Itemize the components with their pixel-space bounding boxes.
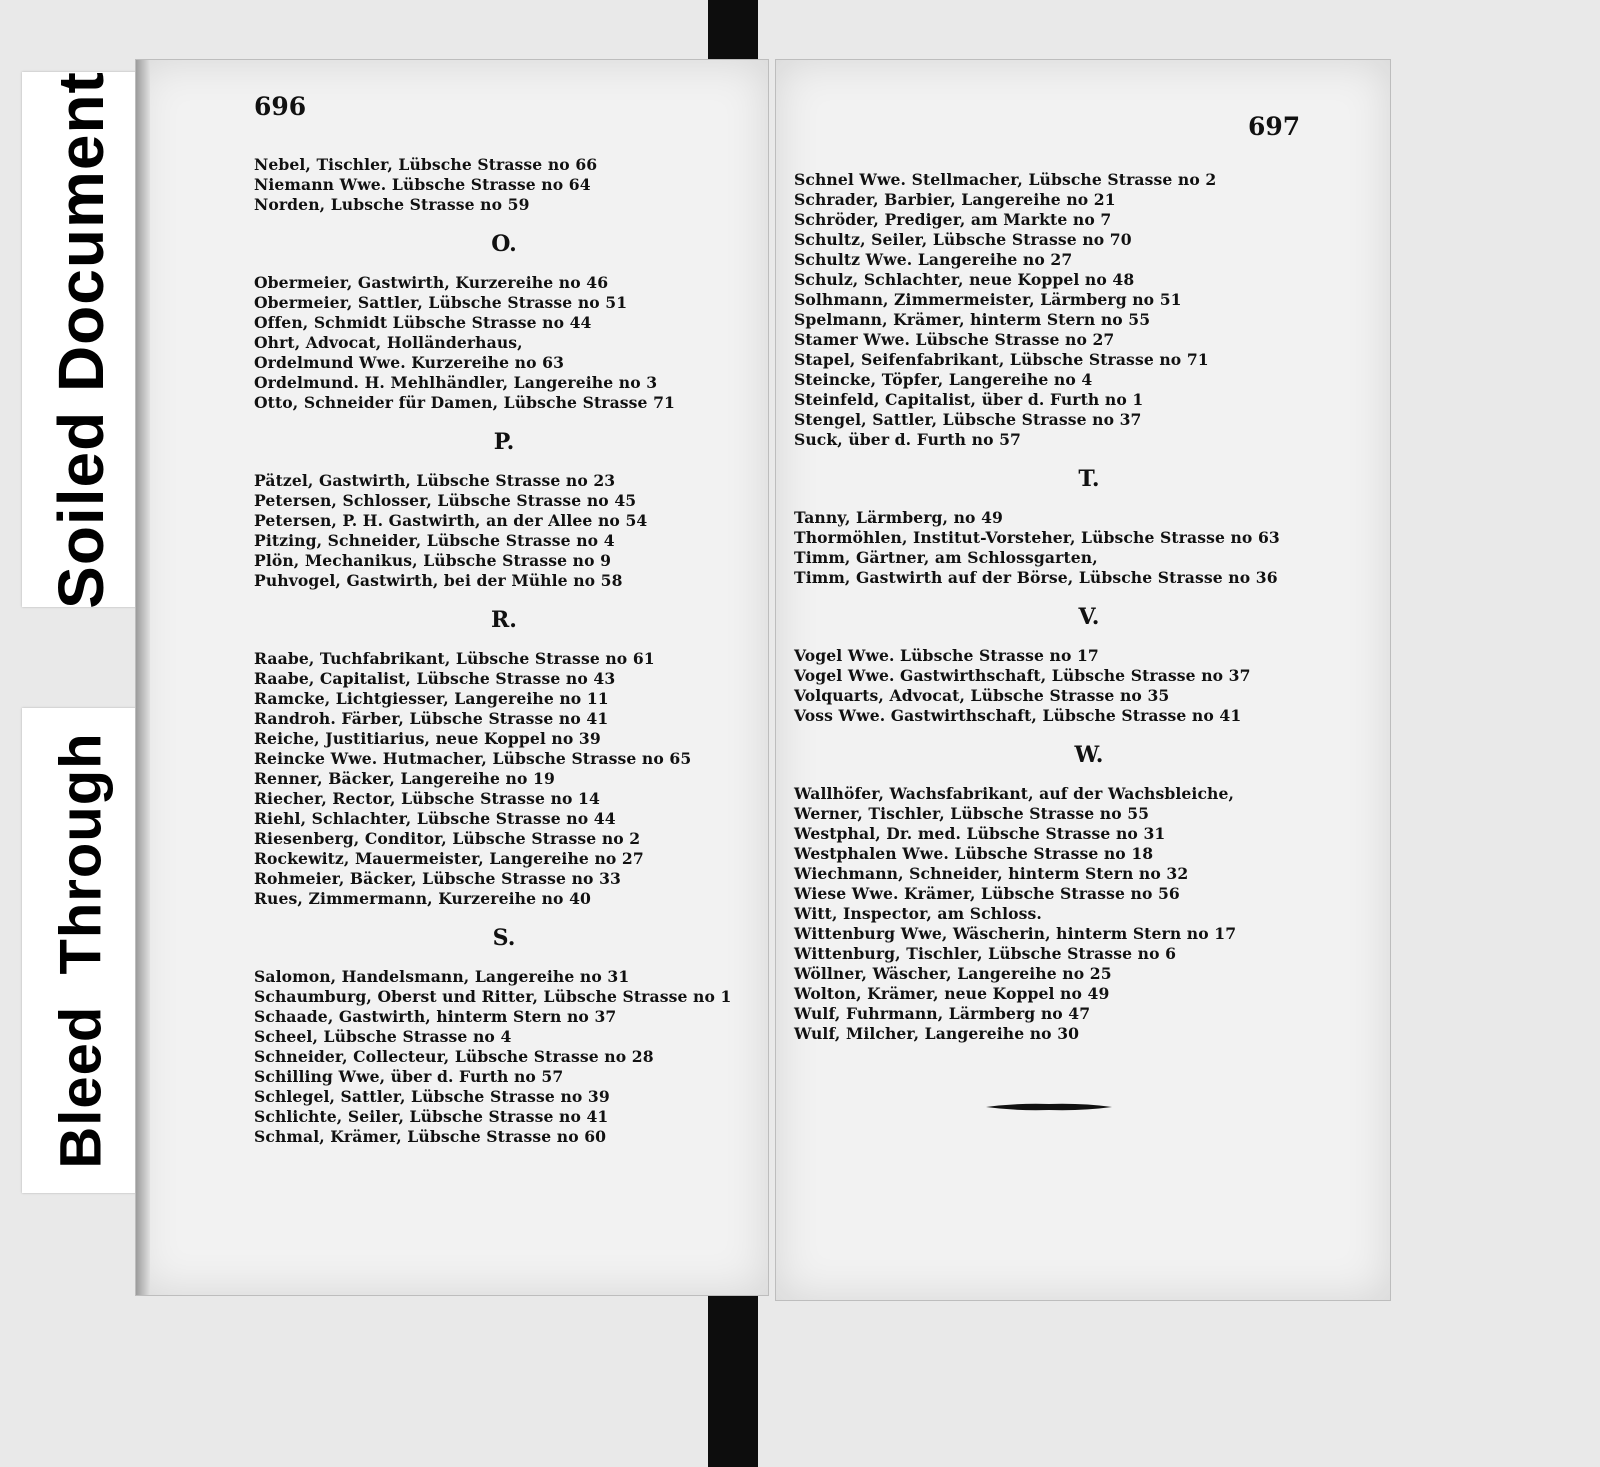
left-section-letter: R. — [491, 607, 517, 633]
right-section-letter: W. — [1074, 742, 1104, 768]
left-directory-entry: Raabe, Capitalist, Lübsche Strasse no 43 — [254, 669, 616, 688]
right-directory-entry: Schnel Wwe. Stellmacher, Lübsche Strasse no 2 — [794, 170, 1217, 189]
right-directory-entry: Vogel Wwe. Gastwirthschaft, Lübsche Strasse no 37 — [794, 666, 1251, 685]
left-directory-entry: Schaade, Gastwirth, hinterm Stern no 37 — [254, 1007, 617, 1026]
left-directory-entry: Randroh. Färber, Lübsche Strasse no 41 — [254, 709, 609, 728]
right-page — [776, 60, 1390, 1300]
right-directory-entry: Wiese Wwe. Krämer, Lübsche Strasse no 56 — [794, 884, 1180, 903]
left-directory-entry: Plön, Mechanikus, Lübsche Strasse no 9 — [254, 551, 612, 570]
bleed-through-label-text: Bleed Through — [48, 732, 114, 1169]
left-directory-entry: Ramcke, Lichtgiesser, Langereihe no 11 — [254, 689, 609, 708]
left-directory-entry: Rohmeier, Bäcker, Lübsche Strasse no 33 — [254, 869, 621, 888]
right-directory-entry: Steincke, Töpfer, Langereihe no 4 — [794, 370, 1093, 389]
left-directory-entry: Scheel, Lübsche Strasse no 4 — [254, 1027, 512, 1046]
left-directory-entry: Offen, Schmidt Lübsche Strasse no 44 — [254, 313, 592, 332]
right-directory-entry: Westphal, Dr. med. Lübsche Strasse no 31 — [794, 824, 1166, 843]
left-directory-entry: Ordelmund Wwe. Kurzereihe no 63 — [254, 353, 565, 372]
right-directory-entry: Thormöhlen, Institut-Vorsteher, Lübsche Strasse no 63 — [794, 528, 1280, 547]
left-directory-entry: Nebel, Tischler, Lübsche Strasse no 66 — [254, 155, 598, 174]
right-directory-entry: Schulz, Schlachter, neue Koppel no 48 — [794, 270, 1135, 289]
right-directory-entry: Schultz, Seiler, Lübsche Strasse no 70 — [794, 230, 1132, 249]
left-directory-entry: Niemann Wwe. Lübsche Strasse no 64 — [254, 175, 591, 194]
left-directory-entry: Ordelmund. H. Mehlhändler, Langereihe no 3 — [254, 373, 658, 392]
left-directory-entry: Raabe, Tuchfabrikant, Lübsche Strasse no 61 — [254, 649, 655, 668]
right-directory-entry: Witt, Inspector, am Schloss. — [794, 904, 1042, 923]
right-directory-entry: Werner, Tischler, Lübsche Strasse no 55 — [794, 804, 1150, 823]
right-page-number: 697 — [1248, 112, 1301, 141]
right-directory-entry: Wulf, Milcher, Langereihe no 30 — [794, 1024, 1080, 1043]
left-directory-entry: Pitzing, Schneider, Lübsche Strasse no 4 — [254, 531, 615, 550]
left-page-number: 696 — [254, 92, 307, 121]
right-directory-entry: Wöllner, Wäscher, Langereihe no 25 — [794, 964, 1112, 983]
left-directory-entry: Schaumburg, Oberst und Ritter, Lübsche Strasse no 1 — [254, 987, 732, 1006]
left-directory-entry: Pätzel, Gastwirth, Lübsche Strasse no 23 — [254, 471, 616, 490]
left-directory-entry: Riecher, Rector, Lübsche Strasse no 14 — [254, 789, 600, 808]
left-directory-entry: Schilling Wwe, über d. Furth no 57 — [254, 1067, 564, 1086]
left-directory-entry: Riesenberg, Conditor, Lübsche Strasse no 2 — [254, 829, 641, 848]
right-section-letter: V. — [1078, 604, 1100, 630]
right-page-directory — [794, 170, 1384, 1044]
right-directory-entry: Wulf, Fuhrmann, Lärmberg no 47 — [794, 1004, 1091, 1023]
right-directory-entry: Wiechmann, Schneider, hinterm Stern no 32 — [794, 864, 1189, 883]
left-directory-entry: Ohrt, Advocat, Holländerhaus, — [254, 333, 523, 352]
left-directory-entry: Schlichte, Seiler, Lübsche Strasse no 41 — [254, 1107, 609, 1126]
right-directory-entry: Wolton, Krämer, neue Koppel no 49 — [794, 984, 1110, 1003]
right-directory-entry: Spelmann, Krämer, hinterm Stern no 55 — [794, 310, 1151, 329]
left-directory-entry: Rues, Zimmermann, Kurzereihe no 40 — [254, 889, 591, 908]
left-directory-entry: Otto, Schneider für Damen, Lübsche Strasse 71 — [254, 393, 675, 412]
left-directory-entry: Schmal, Krämer, Lübsche Strasse no 60 — [254, 1127, 607, 1146]
right-directory-entry: Voss Wwe. Gastwirthschaft, Lübsche Strasse no 41 — [794, 706, 1242, 725]
right-directory-entry: Westphalen Wwe. Lübsche Strasse no 18 — [794, 844, 1154, 863]
right-directory-entry: Wittenburg Wwe, Wäscherin, hinterm Stern no 17 — [794, 924, 1237, 943]
left-page-directory — [254, 155, 754, 1147]
left-directory-entry: Salomon, Handelsmann, Langereihe no 31 — [254, 967, 630, 986]
right-directory-entry: Stamer Wwe. Lübsche Strasse no 27 — [794, 330, 1115, 349]
left-directory-entry: Reiche, Justitiarius, neue Koppel no 39 — [254, 729, 601, 748]
right-directory-entry: Timm, Gastwirth auf der Börse, Lübsche Strasse no 36 — [794, 568, 1278, 587]
left-directory-entry: Obermeier, Gastwirth, Kurzereihe no 46 — [254, 273, 609, 292]
left-page — [136, 60, 768, 1295]
left-section-letter: P. — [493, 429, 515, 455]
right-directory-entry: Stengel, Sattler, Lübsche Strasse no 37 — [794, 410, 1142, 429]
left-directory-entry: Rockewitz, Mauermeister, Langereihe no 27 — [254, 849, 644, 868]
right-directory-entry: Stapel, Seifenfabrikant, Lübsche Strasse no 71 — [794, 350, 1209, 369]
right-directory-entry: Suck, über d. Furth no 57 — [794, 430, 1022, 449]
right-directory-entry: Wallhöfer, Wachsfabrikant, auf der Wachsbleiche, — [794, 784, 1235, 803]
right-directory-entry: Steinfeld, Capitalist, über d. Furth no 1 — [794, 390, 1144, 409]
left-section-letter: O. — [491, 231, 517, 257]
left-directory-entry: Renner, Bäcker, Langereihe no 19 — [254, 769, 555, 788]
left-directory-entry: Petersen, P. H. Gastwirth, an der Allee no 54 — [254, 511, 648, 530]
left-directory-entry: Puhvogel, Gastwirth, bei der Mühle no 58 — [254, 571, 623, 590]
left-directory-entry: Schlegel, Sattler, Lübsche Strasse no 39 — [254, 1087, 610, 1106]
right-directory-entry: Tanny, Lärmberg, no 49 — [794, 508, 1003, 527]
right-directory-entry: Solhmann, Zimmermeister, Lärmberg no 51 — [794, 290, 1182, 309]
left-section-letter: S. — [492, 925, 516, 951]
right-directory-entry: Vogel Wwe. Lübsche Strasse no 17 — [794, 646, 1099, 665]
right-directory-entry: Timm, Gärtner, am Schlossgarten, — [794, 548, 1098, 567]
left-directory-entry: Petersen, Schlosser, Lübsche Strasse no 45 — [254, 491, 637, 510]
left-directory-entry: Obermeier, Sattler, Lübsche Strasse no 51 — [254, 293, 628, 312]
right-directory-entry: Schultz Wwe. Langereihe no 27 — [794, 250, 1073, 269]
left-directory-entry: Schneider, Collecteur, Lübsche Strasse no 28 — [254, 1047, 654, 1066]
soiled-document-label — [22, 72, 140, 607]
soiled-document-label-text: Soiled Document — [45, 70, 117, 609]
left-directory-entry: Reincke Wwe. Hutmacher, Lübsche Strasse no 65 — [254, 749, 692, 768]
right-section-letter: T. — [1078, 466, 1100, 492]
right-directory-entry: Schrader, Barbier, Langereihe no 21 — [794, 190, 1116, 209]
right-directory-entry: Wittenburg, Tischler, Lübsche Strasse no 6 — [794, 944, 1177, 963]
end-rule-ornament — [986, 1102, 1112, 1112]
left-directory-entry: Riehl, Schlachter, Lübsche Strasse no 44 — [254, 809, 616, 828]
right-directory-entry: Schröder, Prediger, am Markte no 7 — [794, 210, 1112, 229]
left-directory-entry: Norden, Lubsche Strasse no 59 — [254, 195, 530, 214]
bleed-through-label — [22, 708, 140, 1193]
right-directory-entry: Volquarts, Advocat, Lübsche Strasse no 35 — [794, 686, 1170, 705]
